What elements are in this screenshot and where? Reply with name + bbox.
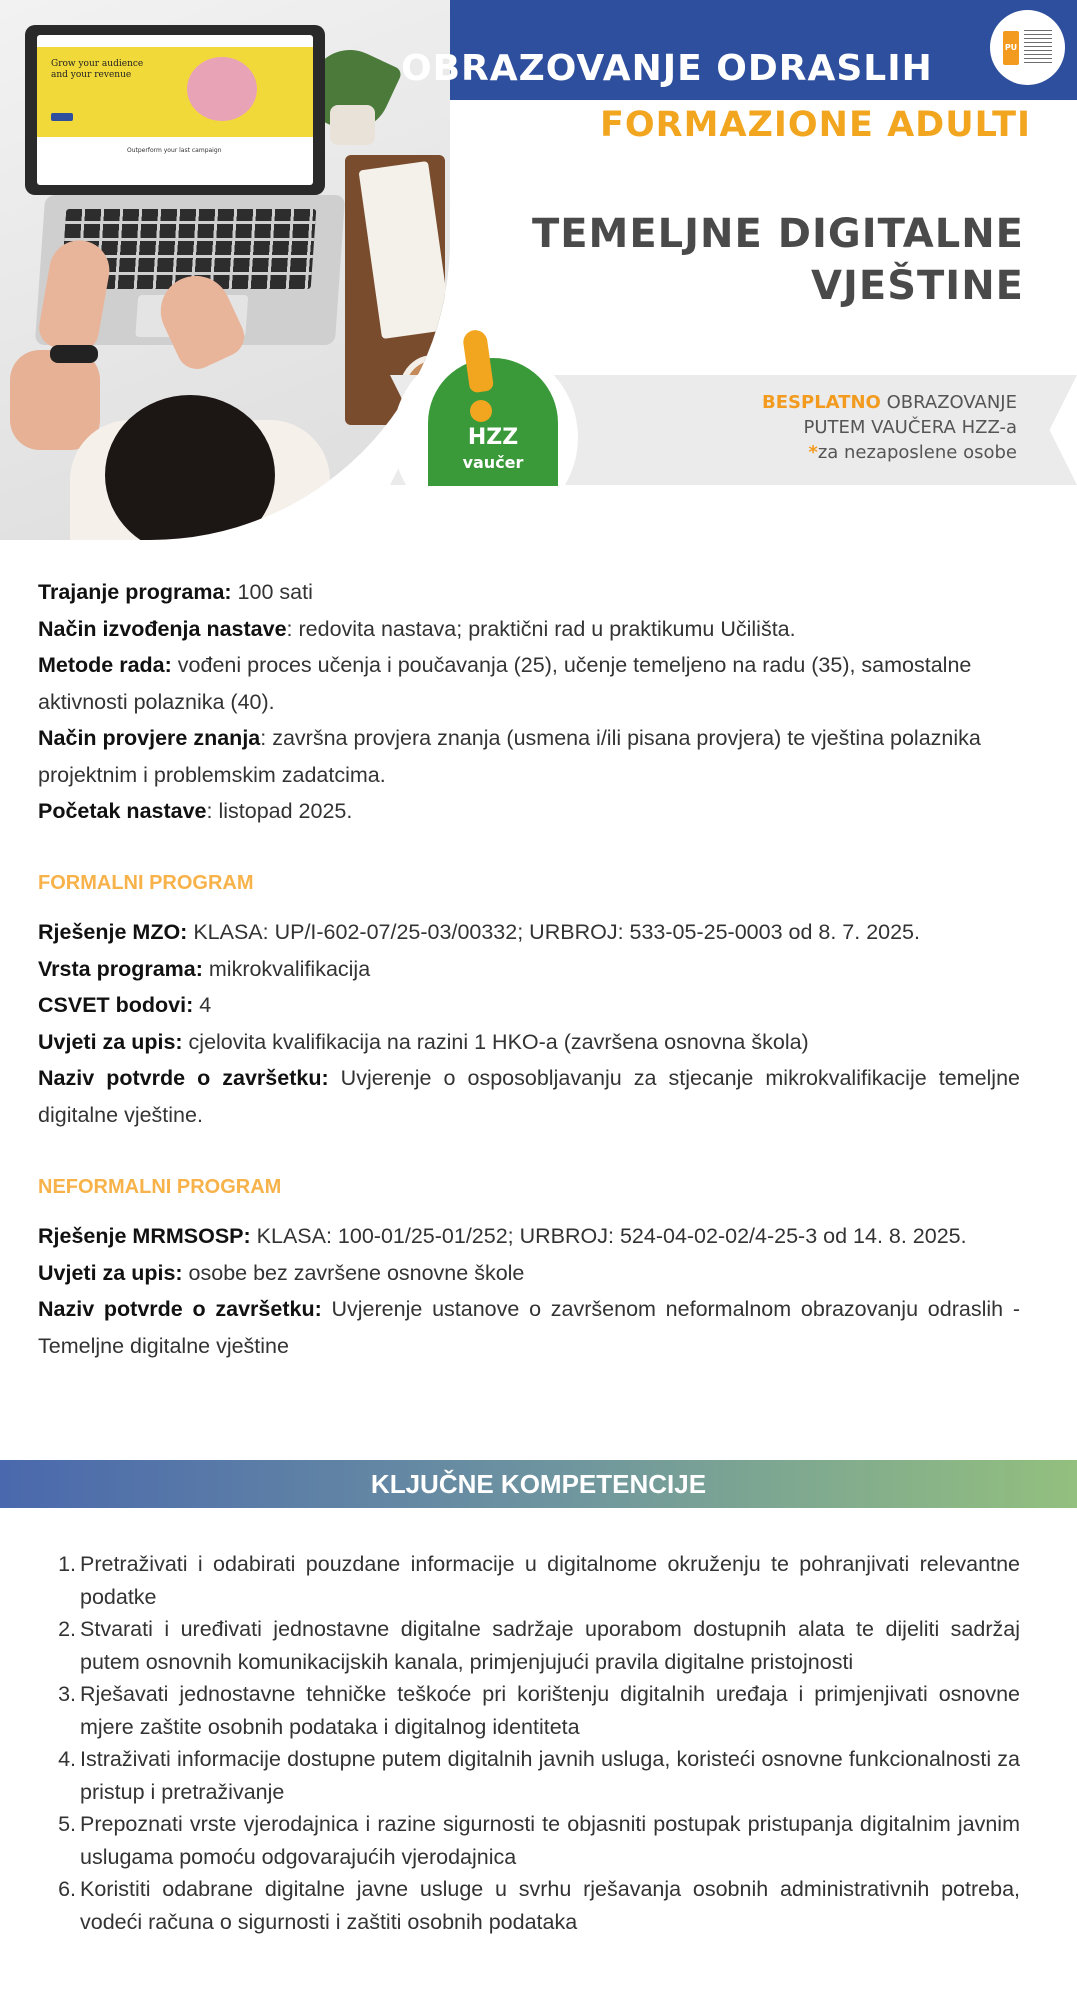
- nonformal-row: Rješenje MRMSOSP: KLASA: 100-01/25-01/252; URBROJ: 524-04-02-02/4-25-3 od 14. 8. 2025.: [38, 1224, 967, 1248]
- nonformal-row: Naziv potvrde o završetku: Uvjerenje ustanove o završenom neformalnom obrazovanju odraslih - Temeljne digitalne vještine: [38, 1297, 1020, 1358]
- page-subtitle: FORMAZIONE ADULTI: [600, 105, 1032, 145]
- formal-row: Rješenje MZO: KLASA: UP/I-602-07/25-03/00332; URBROJ: 533-05-25-0003 od 8. 7. 2025.: [38, 920, 920, 944]
- exclamation-icon: [458, 330, 498, 420]
- list-item: 5. Prepoznati vrste vjerodajnica i razine sigurnosti te objasniti postupak pristupanja digitalnim javnim uslugama pomoću odgovarajućih vjerodajnica: [58, 1812, 1020, 1869]
- formal-program: [38, 914, 1020, 1133]
- nonformal-program-heading: NEFORMALNI PROGRAM: [38, 1176, 282, 1198]
- nonformal-program: [38, 1218, 1020, 1364]
- header: [0, 0, 1077, 540]
- formal-row: Uvjeti za upis: cjelovita kvalifikacija na razini 1 HKO-a (završena osnovna škola): [38, 1029, 809, 1054]
- info-row: Način provjere znanja: završna provjera znanja (usmena i/ili pisana provjera) te vještina polaznika projektnim i problemskim zadatcima.: [38, 726, 981, 787]
- institution-logo: [990, 10, 1065, 85]
- list-item: 2. Stvarati i uređivati jednostavne digitalne sadržaje uporabom dostupnih alata te dijeliti sadržaj putem osnovnih komunikacijskih kanala, primjenjujući pravila digitalne pristojnosti: [58, 1617, 1020, 1674]
- screen-headline: Grow your audience and your revenue: [51, 59, 144, 80]
- info-row: Način izvođenja nastave: redovita nastava; praktični rad u praktikumu Učilišta.: [38, 616, 796, 641]
- list-item: 6. Koristiti odabrane digitalne javne usluge u svrhu rješavanja osobnih administrativnih potreba, vodeći računa o sigurnosti i zaštiti osobnih podataka: [58, 1877, 1020, 1934]
- laptop: [25, 25, 325, 195]
- list-item: 1. Pretraživati i odabirati pouzdane informacije u digitalnome okruženju te pohranjivati relevantne podatke: [58, 1552, 1020, 1609]
- watch-icon: [50, 345, 98, 363]
- voucher-text: BESPLATNO OBRAZOVANJE PUTEM VAUČERA HZZ-a *za nezaposlene osobe: [762, 392, 1017, 463]
- formal-row: Vrsta programa: mikrokvalifikacija: [38, 956, 371, 981]
- list-item: 3. Rješavati jednostavne tehničke teškoće pri korištenju digitalnih uređaja i primjenjivati osnovne mjere zaštite osobnih podataka i digitalnog identiteta: [58, 1682, 1020, 1739]
- info-row: Metode rada: vođeni proces učenja i poučavanja (25), učenje temeljeno na radu (35), samostalne aktivnosti polaznika (40).: [38, 653, 972, 714]
- formal-row: CSVET bodovi: 4: [38, 993, 212, 1017]
- list-item: 4. Istraživati informacije dostupne putem digitalnih javnih usluga, koristeći osnovne funkcionalnosti za pristup i pretraživanje: [58, 1747, 1020, 1804]
- laptop-photo: [0, 0, 450, 540]
- info-row: Trajanje programa: 100 sati: [38, 580, 313, 604]
- nonformal-row: Uvjeti za upis: osobe bez završene osnovne škole: [38, 1260, 525, 1285]
- laptop-screen: [37, 35, 313, 185]
- logo-text-lines: [1024, 30, 1052, 66]
- badge-label: HZZ: [467, 425, 519, 450]
- formal-program-heading: FORMALNI PROGRAM: [38, 872, 254, 894]
- screen-illustration: [187, 57, 257, 121]
- course-title: TEMELJNE DIGITALNE VJEŠTINE: [531, 211, 1024, 309]
- program-info: [38, 574, 1020, 830]
- plant-pot: [330, 105, 375, 145]
- competences-list: [38, 1548, 1020, 1938]
- screen-subline: Outperform your last campaign: [127, 147, 222, 154]
- badge-sublabel: vaučer: [462, 453, 524, 472]
- page-title: OBRAZOVANJE ODRASLIH: [401, 48, 933, 89]
- logo-mark-icon: PU: [1003, 31, 1019, 65]
- info-row: Početak nastave: listopad 2025.: [38, 799, 353, 823]
- competences-heading: KLJUČNE KOMPETENCIJE: [370, 1469, 707, 1499]
- person-hair: [105, 395, 275, 540]
- formal-row: Naziv potvrde o završetku: Uvjerenje o osposobljavanju za stjecanje mikrokvalifikacije temeljne digitalne vještine.: [38, 1066, 1020, 1127]
